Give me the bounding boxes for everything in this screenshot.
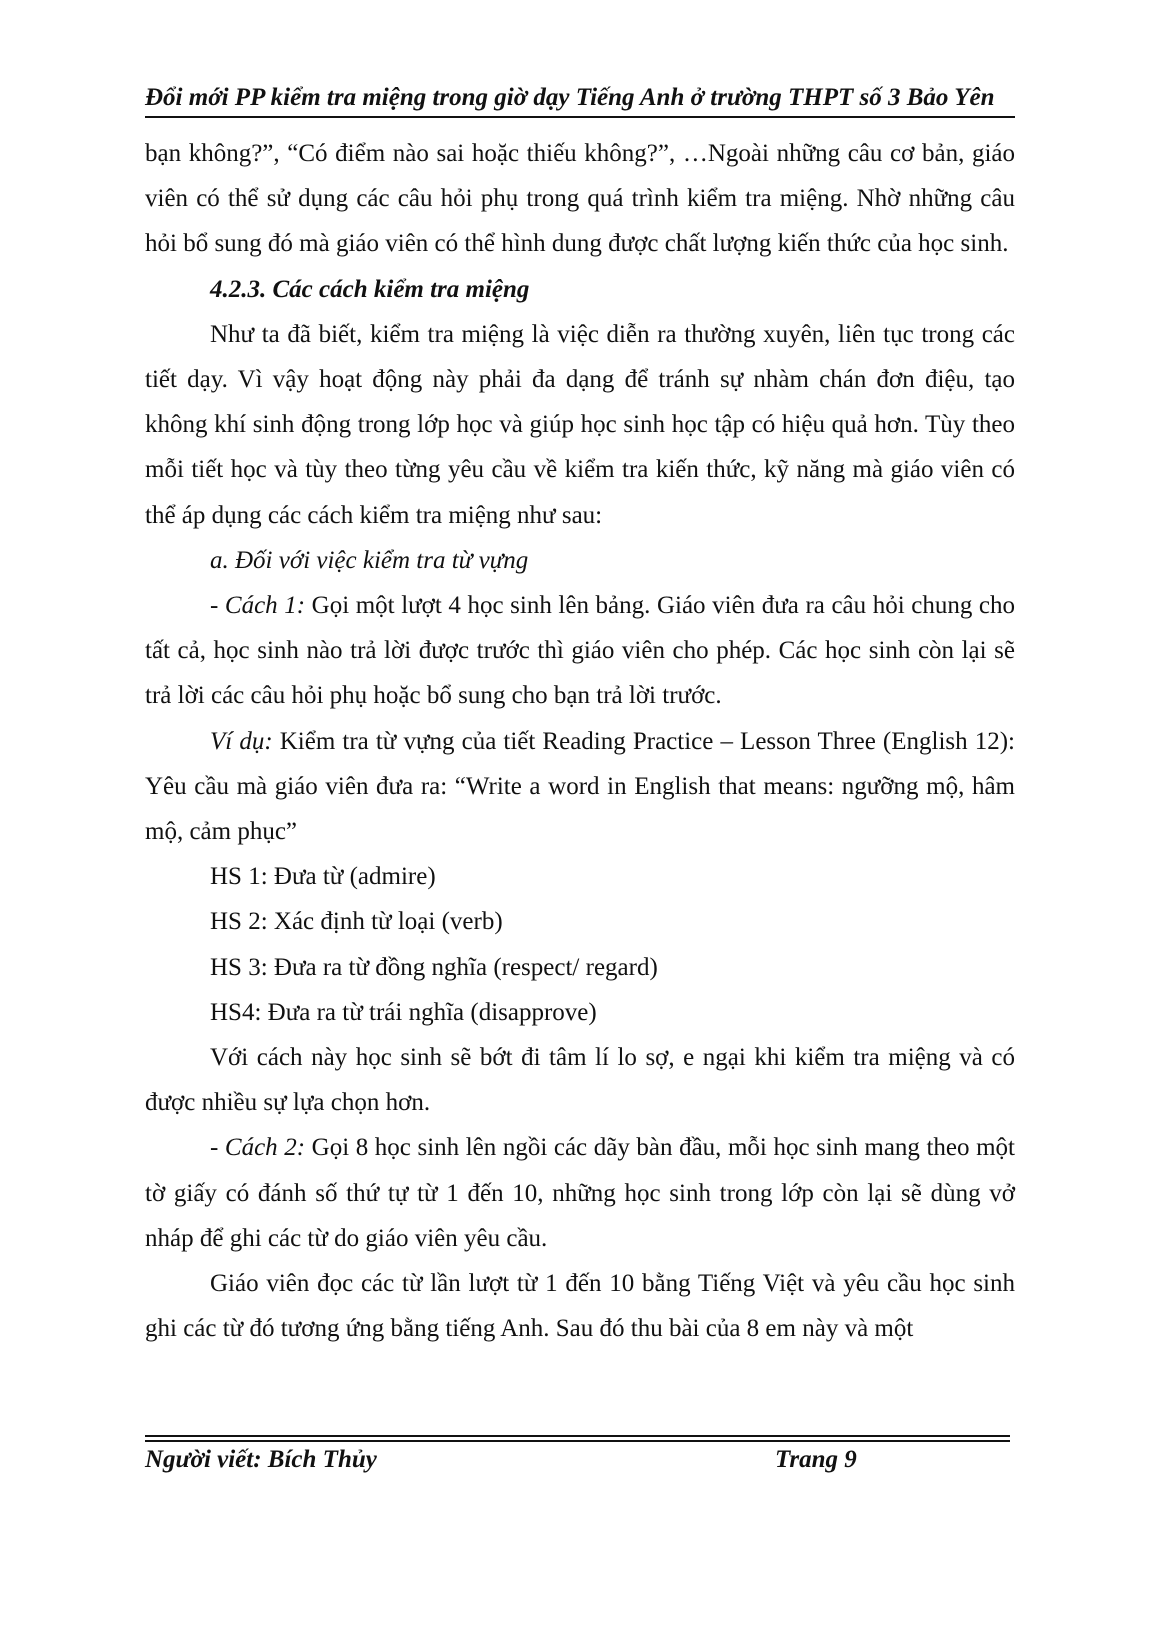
paragraph-example	[145, 719, 1015, 855]
subheading-vocabulary: a. Đối với việc kiểm tra từ vựng	[210, 546, 529, 574]
student-line-3: HS 3: Đưa ra từ đồng nghĩa (respect/ regard)	[210, 953, 658, 981]
method-2-label: - Cách 2:	[210, 1134, 306, 1162]
paragraph-continued: bạn không?”, “Có điểm nào sai hoặc thiếu không?”, …Ngoài những câu cơ bản, giáo viên có thể sử dụng các câu hỏi phụ trong quá trình kiểm tra miệng. Nhờ những câu hỏi bổ sung đó mà giáo viên có thể hình dung được chất lượng kiến thức của học sinh.	[145, 140, 1015, 258]
method-1-text: Gọi một lượt 4 học sinh lên bảng. Giáo viên đưa ra câu hỏi chung cho tất cả, học sinh nào trả lời được trước thì giáo viên cho phép. Các học sinh còn lại sẽ trả lời các câu hỏi phụ hoặc bổ sung cho bạn trả lời trước.	[145, 592, 1016, 710]
student-line-2: HS 2: Xác định từ loại (verb)	[210, 908, 503, 936]
paragraph-method-1	[145, 583, 1015, 719]
footer-author: Người viết: Bích Thủy	[145, 1446, 377, 1473]
paragraph-intro: Như ta đã biết, kiểm tra miệng là việc diễn ra thường xuyên, liên tục trong các tiết dạy. Vì vậy hoạt động này phải đa dạng để tránh sự nhàm chán đơn điệu, tạo không khí sinh động trong lớp học và giúp học sinh học tập có hiệu quả hơn. Tùy theo mỗi tiết học và tùy theo từng yêu cầu về kiểm tra kiến thức, kỹ năng mà giáo viên có thể áp dụng các cách kiểm tra miệng như sau:	[145, 320, 1015, 529]
footer-divider-top	[145, 1435, 1010, 1437]
example-text: Kiểm tra từ vựng của tiết Reading Practice – Lesson Three (English 12): Yêu cầu mà giáo viên đưa ra: “Write a word in English that means: ngưỡng mộ, hâm mộ, cảm phục”	[145, 727, 1015, 846]
section-heading-4-2-3: 4.2.3. Các cách kiểm tra miệng	[210, 275, 530, 303]
paragraph-teacher-reads: Giáo viên đọc các từ lần lượt từ 1 đến 10 bằng Tiếng Việt và yêu cầu học sinh ghi các từ đó tương ứng bằng tiếng Anh. Sau đó thu bài của 8 em này và một	[145, 1270, 1015, 1343]
example-label: Ví dụ:	[210, 727, 273, 755]
student-line-1: HS 1: Đưa từ (admire)	[210, 863, 436, 891]
document-header-title: Đổi mới PP kiểm tra miệng trong giờ dạy Tiếng Anh ở trường THPT số 3 Bảo Yên	[145, 84, 995, 111]
footer-page-number: Trang 9	[775, 1446, 857, 1473]
student-line-4: HS4: Đưa ra từ trái nghĩa (disapprove)	[210, 998, 597, 1026]
paragraph-benefit: Với cách này học sinh sẽ bớt đi tâm lí lo sợ, e ngại khi kiểm tra miệng và có được nhiều sự lựa chọn hơn.	[145, 1044, 1015, 1117]
header-divider	[145, 116, 1015, 118]
footer-divider-bottom	[145, 1440, 1010, 1442]
method-1-label: - Cách 1:	[210, 592, 306, 620]
method-2-text: Gọi 8 học sinh lên ngồi các dãy bàn đầu, mỗi học sinh mang theo một tờ giấy có đánh số thứ tự từ 1 đến 10, những học sinh trong lớp còn lại sẽ dùng vở nháp để ghi các từ do giáo viên yêu cầu.	[145, 1134, 1015, 1252]
document-body	[145, 131, 1015, 1351]
paragraph-method-2	[145, 1125, 1015, 1261]
